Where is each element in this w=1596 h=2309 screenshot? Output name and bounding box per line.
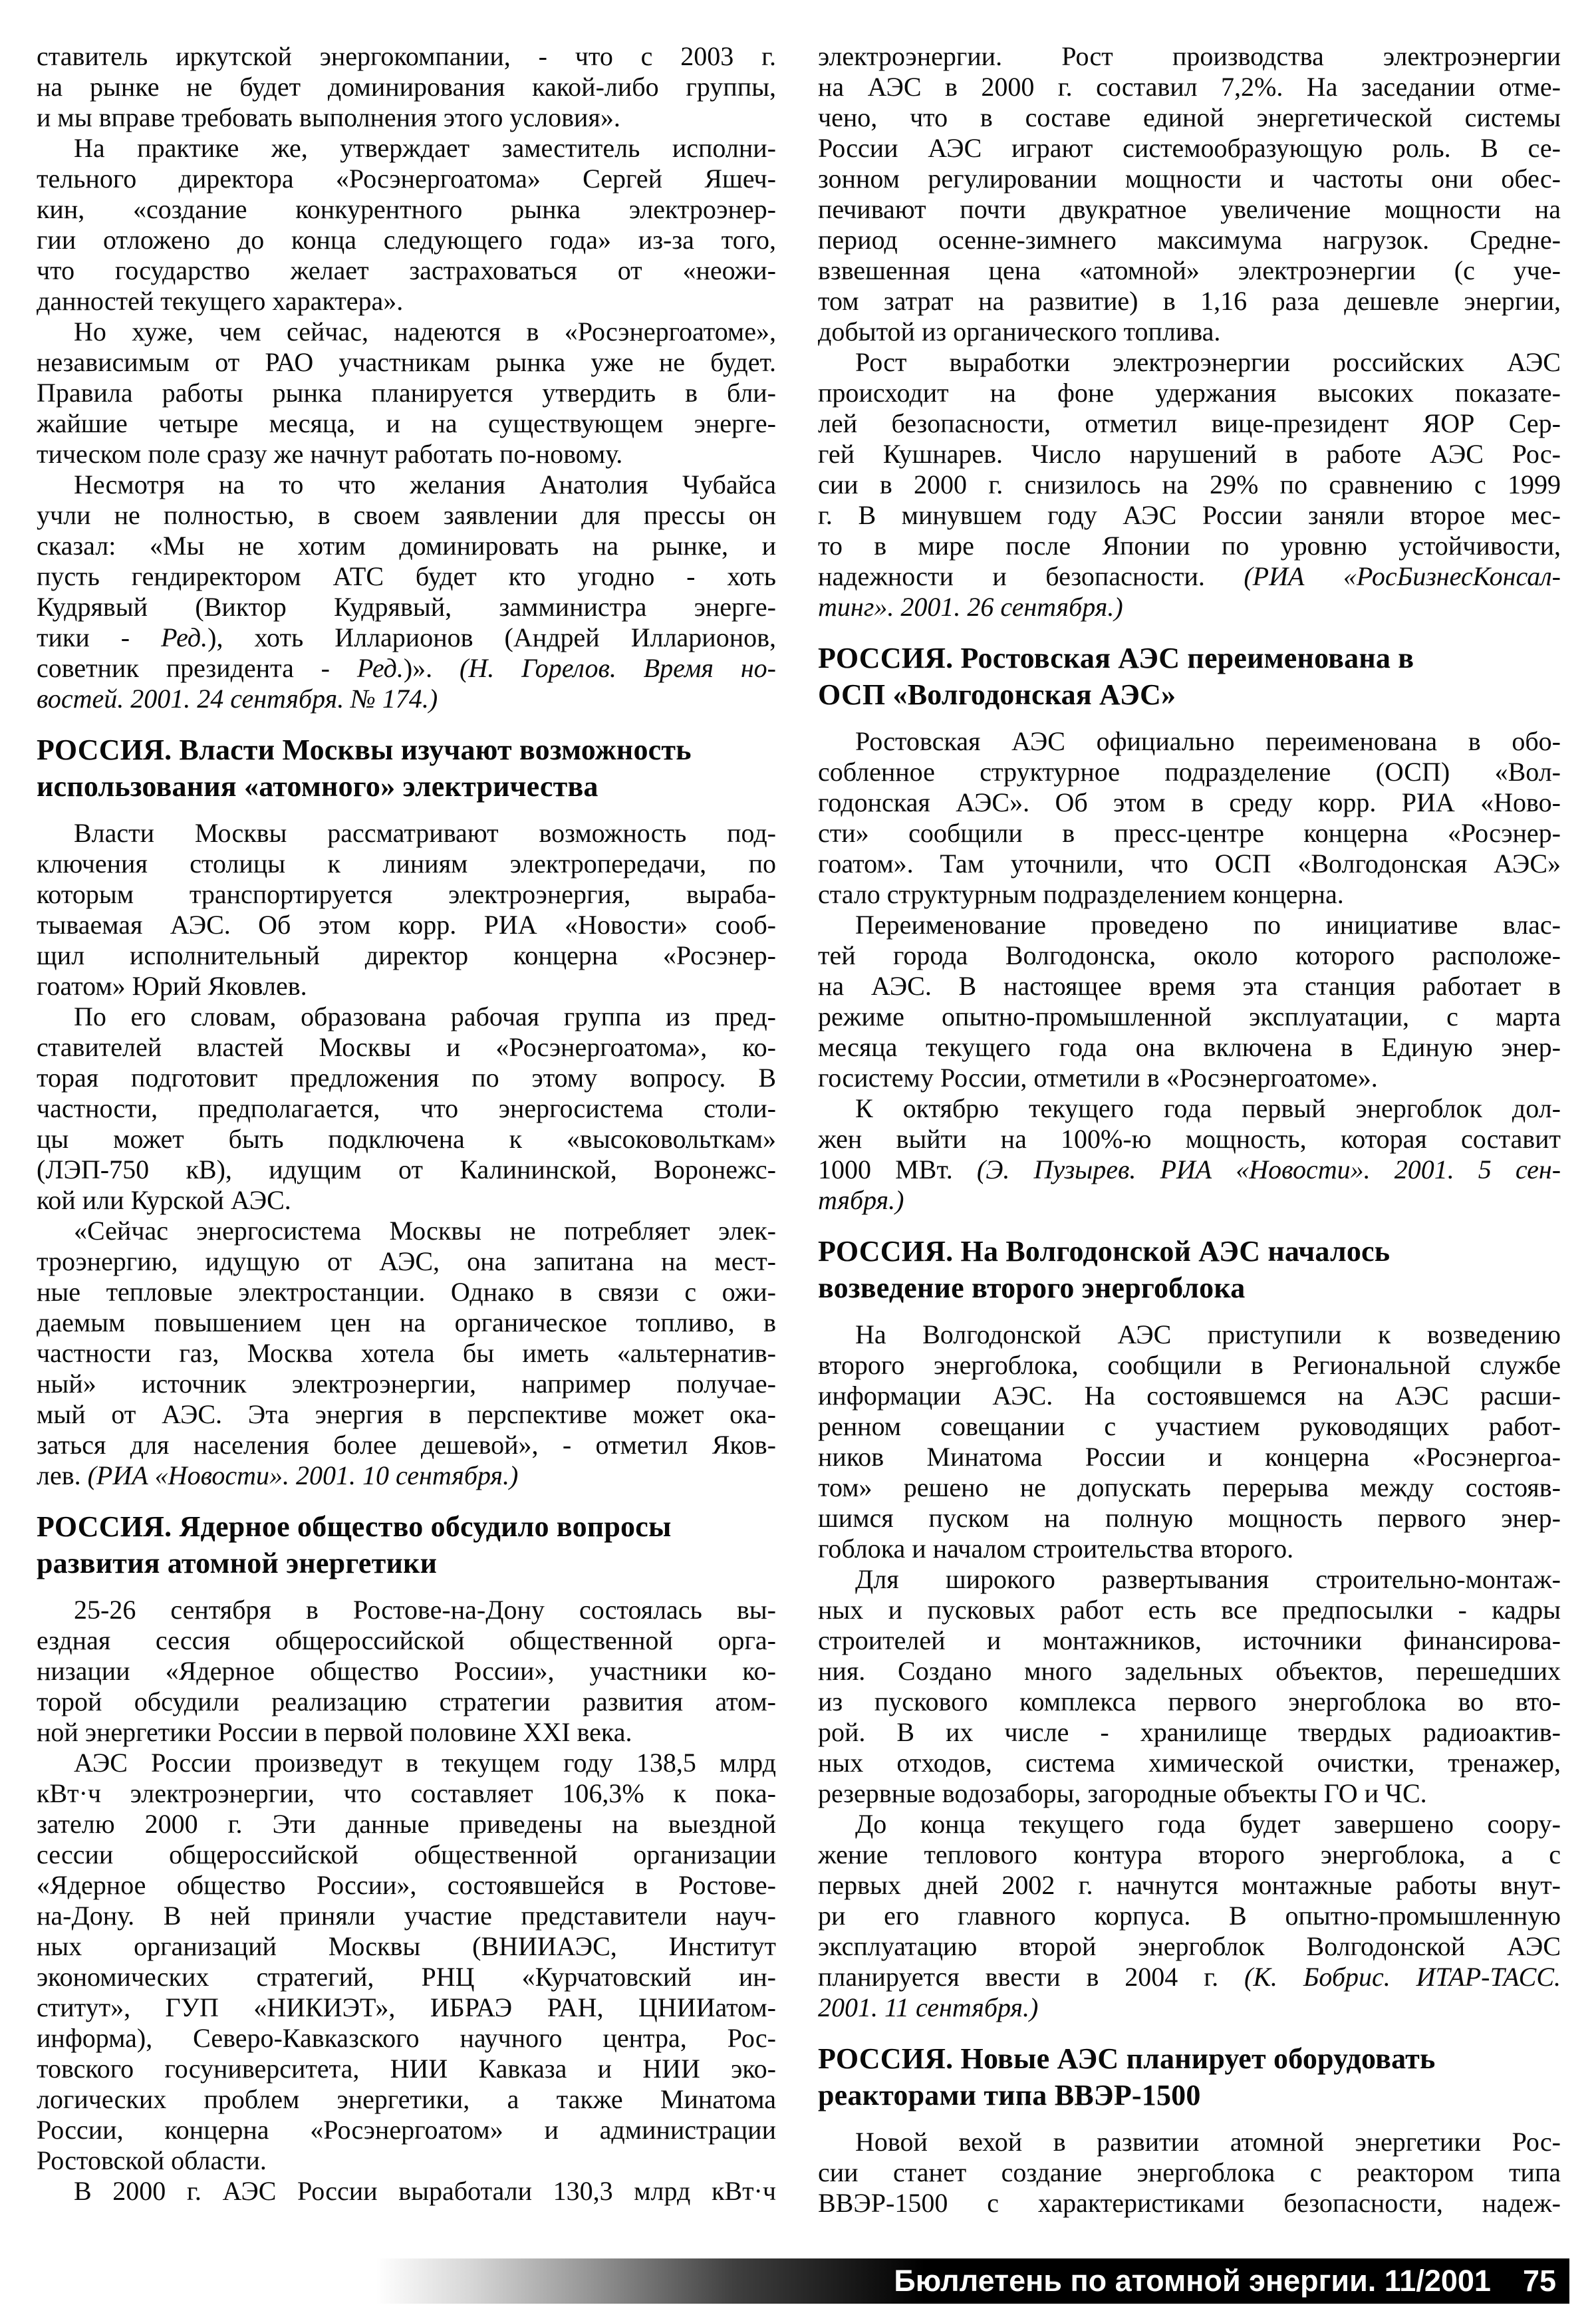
text-line: Правила работы рынка планируется утвердить в бли- bbox=[37, 378, 776, 408]
text-line: гоатом». Там уточнили, что ОСП «Волгодонская АЭС» bbox=[818, 849, 1561, 879]
text-line: на-Дону. В ней приняли участие представители науч- bbox=[37, 1901, 776, 1931]
paragraph bbox=[818, 1093, 1561, 1216]
paragraph bbox=[37, 1595, 776, 1748]
text-line: Ростовская АЭС официально переименована в обо- bbox=[855, 726, 1561, 756]
text-line: «Ядерное общество России», состоявшейся в Ростове- bbox=[37, 1870, 776, 1900]
text-line: данностей текущего характера». bbox=[37, 286, 404, 316]
column-right bbox=[818, 41, 1561, 2219]
text-line: учли не полностью, в своем заявлении для прессы он bbox=[37, 500, 776, 530]
text-line: Рост выработки электроэнергии российских АЭС bbox=[855, 347, 1561, 377]
text-line: г. В минувшем году АЭС России заняли второе мес- bbox=[818, 500, 1561, 530]
paragraph bbox=[818, 1319, 1561, 1564]
text-line: которым транспортируется электроэнергия, выраба- bbox=[37, 879, 776, 909]
text-line: гии отложено до конца следующего года» из-за того, bbox=[37, 225, 776, 255]
text-line: ные тепловые электростанции. Однако в связи с ожи- bbox=[37, 1277, 776, 1307]
text-line: месяца текущего года она включена в Единую энер- bbox=[818, 1032, 1561, 1062]
text-line: ных организаций Москвы (ВНИИАЭС, Институт bbox=[37, 1931, 776, 1961]
text-line: щил исполнительный директор концерна «Росэнер- bbox=[37, 940, 776, 970]
text-line: сессии общероссийской общественной организации bbox=[37, 1839, 776, 1869]
heading-line: ОСП «Волгодонская АЭС» bbox=[818, 678, 1176, 711]
paragraph bbox=[818, 2127, 1561, 2219]
text-line: на АЭС. В настоящее время эта станция работает в bbox=[818, 971, 1561, 1001]
text-line: тября.) bbox=[818, 1185, 904, 1215]
text-line: независимым от РАО участникам рынка уже не будет. bbox=[37, 347, 776, 377]
text-line: шимся пуском на полную мощность первого энер- bbox=[818, 1503, 1561, 1533]
text-line: ников Минатома России и концерна «Росэнергоа- bbox=[818, 1442, 1561, 1472]
text-line: логических проблем энергетики, а также Минатома bbox=[37, 2084, 776, 2114]
text-line: торой обсудили реализацию стратегии развития атом- bbox=[37, 1687, 776, 1716]
paragraph bbox=[37, 1002, 776, 1216]
text-line: зонном регулировании мощности и частоты они обес- bbox=[818, 164, 1561, 194]
text-line: режиме опытно-промышленной эксплуатации, с марта bbox=[818, 1002, 1561, 1031]
text-line: троэнергию, идущую от АЭС, она запитана на мест- bbox=[37, 1246, 776, 1276]
text-line: информации АЭС. На состоявшемся на АЭС расши- bbox=[818, 1381, 1561, 1411]
footer-bar bbox=[376, 2258, 1569, 2304]
heading-line: РОССИЯ. Ростовская АЭС переименована в bbox=[818, 642, 1414, 674]
text-line: На практике же, утверждает заместитель исполни- bbox=[74, 133, 776, 163]
paragraph bbox=[37, 1748, 776, 2176]
text-line: ной энергетики России в первой половине XXI века. bbox=[37, 1717, 632, 1747]
text-line: кой или Курской АЭС. bbox=[37, 1185, 291, 1215]
text-line: годонская АЭС». Об этом в среду корр. РИА «Ново- bbox=[818, 787, 1561, 817]
text-line: ездная сессия общероссийской общественной орга- bbox=[37, 1625, 776, 1655]
text-line: частности, предполагается, что энергосистема столи- bbox=[37, 1093, 776, 1123]
heading-line: РОССИЯ. На Волгодонской АЭС началось bbox=[818, 1235, 1391, 1268]
text-line: зателю 2000 г. Эти данные приведены на выездной bbox=[37, 1809, 776, 1839]
text-line: на АЭС в 2000 г. составил 7,2%. На заседании отме- bbox=[818, 72, 1561, 102]
text-line: и мы вправе требовать выполнения этого условия». bbox=[37, 102, 620, 132]
text-line: 25-26 сентября в Ростове-на-Дону состоялась вы- bbox=[74, 1595, 776, 1625]
text-line: сии станет создание энергоблока с реактором типа bbox=[818, 2157, 1561, 2187]
text-line: Несмотря на то что желания Анатолия Чубайса bbox=[74, 470, 776, 499]
text-line: сти» сообщили в пресс-центре концерна «Росэнер- bbox=[818, 818, 1561, 848]
text-line: 1000 МВт. (Э. Пузырев. РИА «Новости». 2001. 5 сен- bbox=[818, 1154, 1561, 1184]
text-line: том» решено не допускать перерыва между состояв- bbox=[818, 1472, 1561, 1502]
text-line: второго энергоблока, сообщили в Региональной службе bbox=[818, 1350, 1561, 1380]
text-line: ренном совещании с участием руководящих работ- bbox=[818, 1411, 1561, 1441]
heading-line: использования «атомного» электричества bbox=[37, 770, 598, 803]
text-line: взвешенная цена «атомной» электроэнергии (с уче- bbox=[818, 255, 1561, 285]
text-line: «Сейчас энергосистема Москвы не потребляет элек- bbox=[74, 1216, 776, 1246]
text-line: лев. (РИА «Новости». 2001. 10 сентября.) bbox=[37, 1460, 519, 1490]
text-line: Переименование проведено по инициативе влас- bbox=[855, 910, 1561, 940]
text-line: жение теплового контура второго энергоблока, а с bbox=[818, 1839, 1561, 1869]
text-line: России, концерна «Росэнергоатом» и администрации bbox=[37, 2115, 776, 2145]
text-line: По его словам, образована рабочая группа из пред- bbox=[74, 1002, 776, 1031]
footer-page-number: 75 bbox=[1522, 2264, 1556, 2298]
text-line: низации «Ядерное общество России», участники ко- bbox=[37, 1656, 776, 1686]
text-line: ный» источник электроэнергии, например получае- bbox=[37, 1369, 776, 1399]
paragraph bbox=[818, 347, 1561, 622]
text-line: из пускового комплекса первого энергоблока во вто- bbox=[818, 1687, 1561, 1716]
text-line: тельного директора «Росэнергоатома» Сергей Яшеч- bbox=[37, 164, 776, 194]
text-line: частности газ, Москва хотела бы иметь «альтернатив- bbox=[37, 1338, 776, 1368]
text-line: на рынке не будет доминирования какой-либо группы, bbox=[37, 72, 776, 102]
text-line: жайшие четыре месяца, и на существующем энерге- bbox=[37, 408, 776, 438]
section-heading bbox=[37, 732, 776, 805]
paragraph bbox=[37, 470, 776, 714]
text-line: В 2000 г. АЭС России выработали 130,3 млрд кВт·ч bbox=[74, 2176, 776, 2206]
text-line: печивают почти двукратное увеличение мощности на bbox=[818, 194, 1561, 224]
paragraph bbox=[37, 818, 776, 1002]
text-line: период осенне-зимнего максимума нагрузок. Средне- bbox=[818, 225, 1561, 255]
text-line: ключения столицы к линиям электропередачи, по bbox=[37, 849, 776, 879]
text-line: тей города Волгодонска, около которого расположе- bbox=[818, 940, 1561, 970]
text-line: лей безопасности, отметил вице-президент ЯОР Сер- bbox=[818, 408, 1561, 438]
text-line: Ростовской области. bbox=[37, 2145, 267, 2175]
section-heading bbox=[818, 640, 1561, 713]
text-line: происходит на фоне удержания высоких показате- bbox=[818, 378, 1561, 408]
text-line: экономических стратегий, РНЦ «Курчатовский ин- bbox=[37, 1962, 776, 1992]
text-line: гоатом» Юрий Яковлев. bbox=[37, 971, 307, 1001]
text-line: мый от АЭС. Эта энергия в перспективе может ока- bbox=[37, 1399, 776, 1429]
text-line: то в мире после Японии по уровню устойчивости, bbox=[818, 531, 1561, 561]
text-line: первых дней 2002 г. начнутся монтажные работы внут- bbox=[818, 1870, 1561, 1900]
text-line: сии в 2000 г. снизилось на 29% по сравнению с 1999 bbox=[818, 470, 1561, 499]
text-line: 2001. 11 сентября.) bbox=[818, 1992, 1039, 2022]
paragraph bbox=[818, 41, 1561, 347]
heading-line: развития атомной энергетики bbox=[37, 1547, 438, 1579]
text-line: К октябрю текущего года первый энергоблок дол- bbox=[855, 1093, 1561, 1123]
paragraph bbox=[818, 726, 1561, 910]
paragraph bbox=[818, 1809, 1561, 2023]
text-line: ных отходов, система химической очистки, тренажер, bbox=[818, 1748, 1561, 1778]
paragraph bbox=[818, 910, 1561, 1093]
text-line: торая подготовит предложения по этому вопросу. В bbox=[37, 1063, 776, 1093]
text-line: эксплуатацию второй энергоблок Волгодонской АЭС bbox=[818, 1931, 1561, 1961]
text-line: информа), Северо-Кавказского научного центра, Рос- bbox=[37, 2023, 776, 2053]
text-line: что государство желает застраховаться от «неожи- bbox=[37, 255, 776, 285]
text-line: гоблока и началом строительства второго. bbox=[818, 1534, 1294, 1563]
text-line: На Волгодонской АЭС приступили к возведению bbox=[855, 1319, 1561, 1349]
paragraph bbox=[37, 133, 776, 317]
text-line: чено, что в составе единой энергетической системы bbox=[818, 102, 1561, 132]
text-line: ставителей властей Москвы и «Росэнергоатома», ко- bbox=[37, 1032, 776, 1062]
text-line: Кудрявый (Виктор Кудрявый, замминистра энерге- bbox=[37, 592, 776, 622]
text-line: строителей и монтажников, источники финансирова- bbox=[818, 1625, 1561, 1655]
text-line: России АЭС играют системообразующую роль. В се- bbox=[818, 133, 1561, 163]
text-line: стало структурным подразделением концерна. bbox=[818, 879, 1344, 909]
text-line: даемым повышением цен на органическое топливо, в bbox=[37, 1307, 776, 1337]
text-line: кин, «создание конкурентного рынка электроэнер- bbox=[37, 194, 776, 224]
text-line: госистему России, отметили в «Росэнергоатоме». bbox=[818, 1063, 1378, 1093]
text-line: советник президента - Ред.)». (Н. Горелов. Время но- bbox=[37, 653, 777, 683]
heading-line: РОССИЯ. Новые АЭС планирует оборудовать bbox=[818, 2042, 1436, 2075]
column-left bbox=[37, 41, 776, 2207]
text-line: ных и пусковых работ есть все предпосылки - кадры bbox=[818, 1595, 1561, 1625]
text-line: востей. 2001. 24 сентября. № 174.) bbox=[37, 684, 438, 714]
paragraph bbox=[37, 317, 776, 470]
text-line: Новой вехой в развитии атомной энергетики Рос- bbox=[855, 2127, 1561, 2157]
paragraph bbox=[37, 1216, 776, 1491]
text-line: тываемая АЭС. Об этом корр. РИА «Новости» сооб- bbox=[37, 910, 776, 940]
footer-title: Бюллетень по атомной энергии. 11/2001 bbox=[894, 2264, 1491, 2298]
section-heading bbox=[37, 1508, 776, 1581]
text-line: Но хуже, чем сейчас, надеются в «Росэнергоатоме», bbox=[74, 317, 776, 346]
text-line: добытой из органического топлива. bbox=[818, 317, 1221, 346]
heading-line: возведение второго энергоблока bbox=[818, 1272, 1246, 1304]
text-line: ститут», ГУП «НИКИЭТ», ИБРАЭ РАН, ЦНИИатом- bbox=[37, 1992, 776, 2022]
text-line: том затрат на развитие) в 1,16 раза дешевле энергии, bbox=[818, 286, 1561, 316]
heading-line: РОССИЯ. Ядерное общество обсудило вопросы bbox=[37, 1510, 672, 1543]
text-line: собленное структурное подразделение (ОСП) «Вол- bbox=[818, 757, 1561, 787]
paragraph bbox=[37, 41, 776, 133]
text-line: планируется ввести в 2004 г. (К. Бобрис. ИТАР-ТАСС. bbox=[818, 1962, 1561, 1992]
text-line: До конца текущего года будет завершено соору- bbox=[855, 1809, 1561, 1839]
heading-line: РОССИЯ. Власти Москвы изучают возможность bbox=[37, 734, 692, 766]
heading-line: реакторами типа ВВЭР-1500 bbox=[818, 2079, 1201, 2111]
text-line: заться для населения более дешевой», - отметил Яков- bbox=[37, 1430, 776, 1460]
paragraph bbox=[37, 2176, 776, 2207]
text-line: товского госуниверситета, НИИ Кавказа и НИИ эко- bbox=[37, 2054, 776, 2084]
text-line: ния. Создано много задельных объектов, перешедших bbox=[818, 1656, 1561, 1686]
text-line: ставитель иркутской энергокомпании, - что с 2003 г. bbox=[37, 41, 776, 71]
text-line: ВВЭР-1500 с характеристиками безопасности, надеж- bbox=[818, 2188, 1561, 2218]
text-line: электроэнергии. Рост производства электроэнергии bbox=[818, 41, 1561, 71]
text-line: тическом поле сразу же начнут работать по-новому. bbox=[37, 439, 623, 469]
text-line: сказал: «Мы не хотим доминировать на рынке, и bbox=[37, 531, 776, 561]
text-line: цы может быть подключена к «высоковольткам» bbox=[37, 1124, 776, 1154]
text-line: АЭС России произведут в текущем году 138,5 млрд bbox=[74, 1748, 776, 1778]
text-line: резервные водозаборы, загородные объекты ГО и ЧС. bbox=[818, 1778, 1427, 1808]
text-line: ри его главного корпуса. В опытно-промышленную bbox=[818, 1901, 1561, 1931]
text-line: рой. В их числе - хранилище твердых радиоактив- bbox=[818, 1717, 1561, 1747]
text-line: кВт·ч электроэнергии, что составляет 106,3% к пока- bbox=[37, 1778, 776, 1808]
text-line: гей Кушнарев. Число нарушений в работе АЭС Рос- bbox=[818, 439, 1561, 469]
text-line: жен выйти на 100%-ю мощность, которая составит bbox=[818, 1124, 1561, 1154]
text-line: Для широкого развертывания строительно-монтаж- bbox=[855, 1564, 1561, 1594]
text-line: тики - Ред.), хоть Илларионов (Андрей Илларионов, bbox=[37, 622, 776, 652]
text-line: Власти Москвы рассматривают возможность под- bbox=[74, 818, 776, 848]
text-line: (ЛЭП-750 кВ), идущим от Калининской, Воронежс- bbox=[37, 1154, 776, 1184]
text-line: пусть гендиректором АТС будет кто угодно - хоть bbox=[37, 561, 776, 591]
section-heading bbox=[818, 2040, 1561, 2113]
paragraph bbox=[818, 1564, 1561, 1809]
section-heading bbox=[818, 1233, 1561, 1306]
text-line: надежности и безопасности. (РИА «РосБизнесКонсал- bbox=[818, 561, 1561, 591]
text-line: тинг». 2001. 26 сентября.) bbox=[818, 592, 1123, 622]
